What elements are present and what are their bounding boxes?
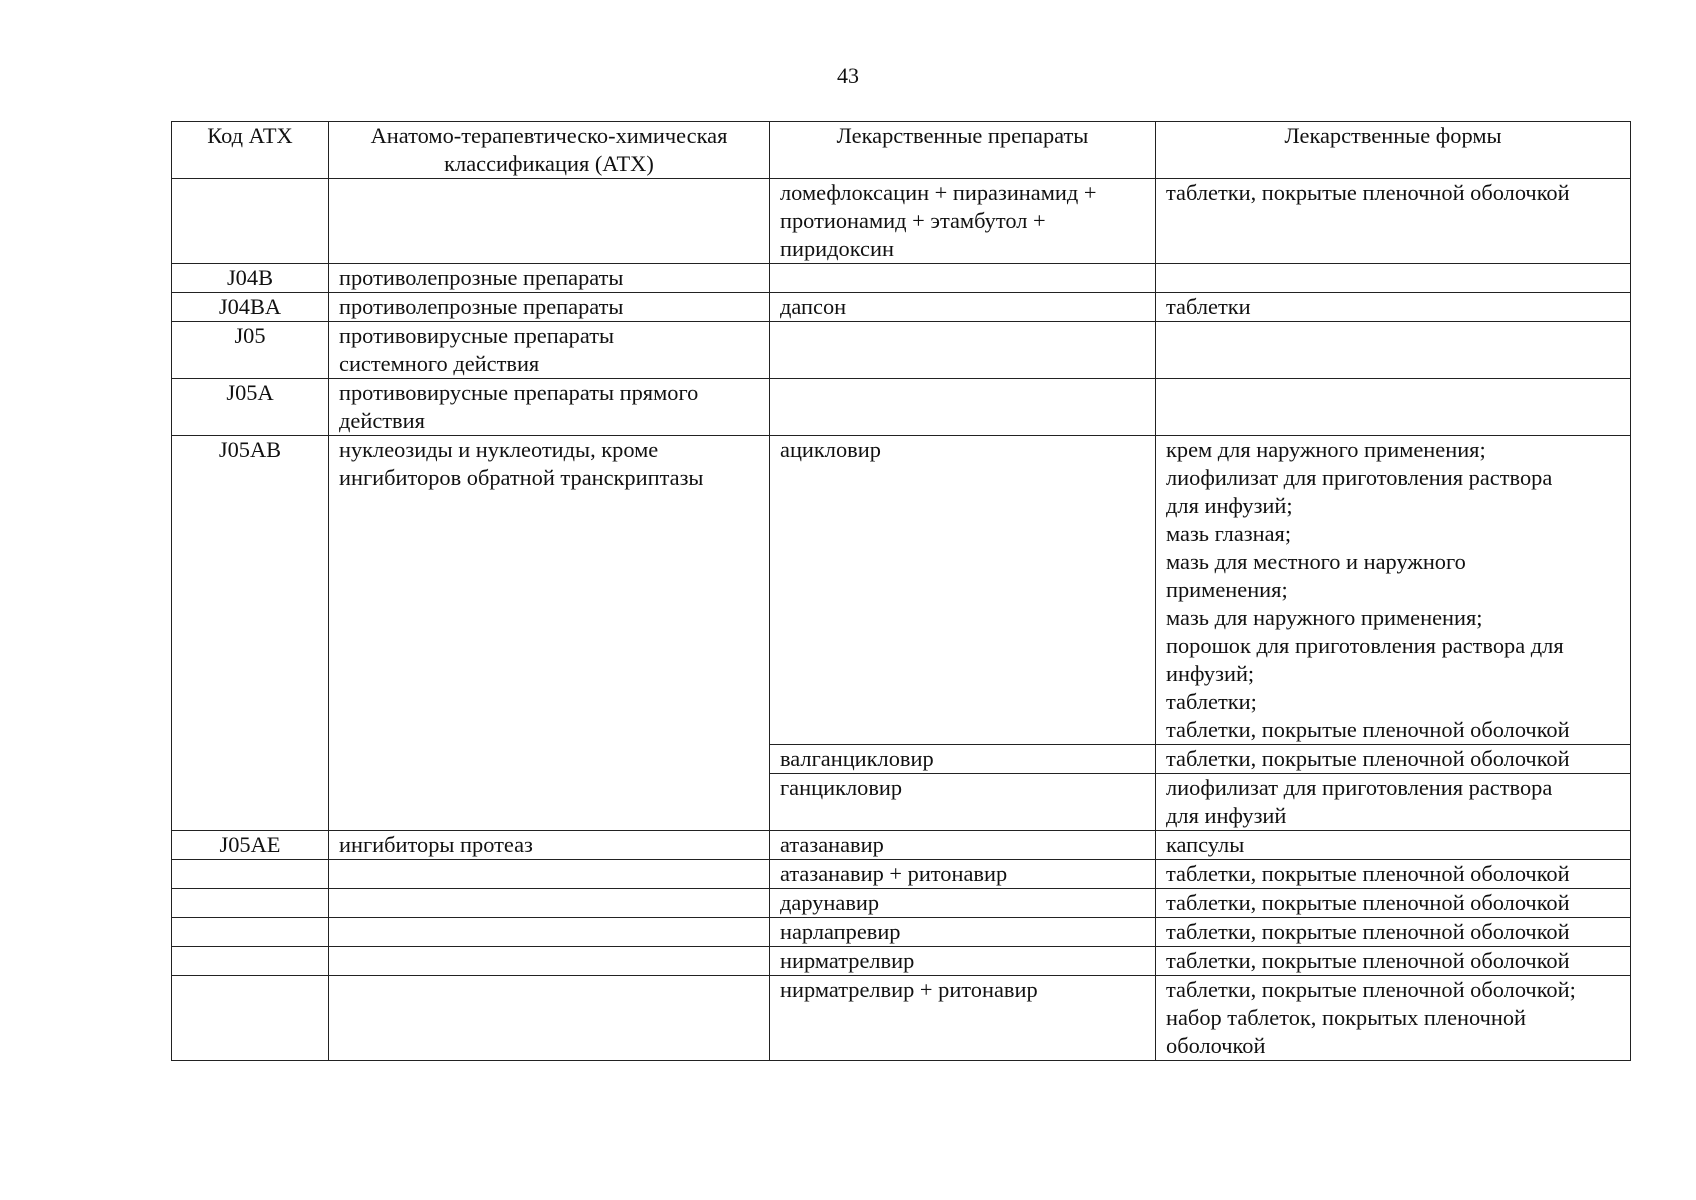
dosage-form-line: крем для наружного применения;: [1166, 437, 1486, 462]
medicinal-product-line: нирматрелвир + ритонавир: [780, 977, 1038, 1002]
page-number: 43: [837, 63, 859, 88]
empty-cell-spacer: [339, 918, 759, 946]
atx-classification-cell: [329, 918, 770, 947]
dosage-form-line: применения;: [1166, 577, 1288, 602]
dosage-form-line: таблетки: [1166, 294, 1251, 319]
dosage-form-line: набор таблеток, покрытых пленочной: [1166, 1005, 1527, 1030]
dosage-form-line: оболочкой: [1166, 1033, 1266, 1058]
dosage-form-line: капсулы: [1166, 832, 1245, 857]
classification-line: действия: [339, 408, 425, 433]
classification-line: ингибиторы протеаз: [339, 832, 533, 857]
medicinal-product-cell: [770, 264, 1156, 293]
empty-cell-spacer: [339, 889, 759, 917]
medicinal-product-line: атазанавир + ритонавир: [780, 861, 1008, 886]
table-body: [172, 179, 1631, 1061]
dosage-form-line: мазь для местного и наружного: [1166, 549, 1466, 574]
medicinal-product-cell: [770, 179, 1156, 264]
medicinal-product-line: валганцикловир: [780, 746, 934, 771]
empty-cell-spacer: [339, 976, 759, 1004]
table-row: [172, 264, 1631, 293]
empty-cell-spacer: [1166, 379, 1620, 407]
dosage-form-line: таблетки, покрытые пленочной оболочкой: [1166, 746, 1570, 771]
atx-classification-cell: [329, 264, 770, 293]
dosage-form-line: таблетки;: [1166, 689, 1257, 714]
classification-line: ингибиторов обратной транскриптазы: [339, 465, 704, 490]
atx-code-cell: [172, 889, 329, 918]
atx-code-cell: J05AB: [172, 436, 329, 831]
medicinal-product-line: дарунавир: [780, 890, 880, 915]
dosage-form-cell: [1156, 322, 1631, 379]
empty-cell-spacer: [339, 179, 759, 207]
medicinal-product-line: ацикловир: [780, 437, 881, 462]
table-row: [172, 947, 1631, 976]
atx-classification-cell: [329, 889, 770, 918]
dosage-form-line: таблетки, покрытые пленочной оболочкой: [1166, 861, 1570, 886]
medicinal-product-cell: [770, 293, 1156, 322]
dosage-form-line: для инфузий;: [1166, 493, 1293, 518]
header-medicinal-products: Лекарственные препараты: [770, 122, 1156, 179]
atx-code-cell: J05AE: [172, 831, 329, 860]
atx-code-cell: [172, 947, 329, 976]
atx-classification-cell: [329, 831, 770, 860]
atx-classification-cell: [329, 179, 770, 264]
medicinal-product-cell: [770, 745, 1156, 774]
header-row: [172, 122, 1631, 179]
atx-classification-cell: [329, 322, 770, 379]
dosage-form-line: таблетки, покрытые пленочной оболочкой: [1166, 717, 1570, 742]
medicinal-product-cell: [770, 322, 1156, 379]
classification-line: противолепрозные препараты: [339, 294, 624, 319]
dosage-form-line: мазь глазная;: [1166, 521, 1292, 546]
empty-cell-spacer: [780, 264, 1145, 292]
header-dosage-forms: Лекарственные формы: [1156, 122, 1631, 179]
atx-classification-cell: [329, 976, 770, 1061]
medicinal-product-line: дапсон: [780, 294, 847, 319]
table-header: [172, 122, 1631, 179]
dosage-form-cell: [1156, 889, 1631, 918]
table-row: [172, 918, 1631, 947]
medicinal-product-line: нирматрелвир: [780, 948, 915, 973]
table-row: [172, 889, 1631, 918]
header-atx-classification: Анатомо-терапевтическо-химическая классификация (АТХ): [329, 122, 770, 179]
medicinal-product-line: атазанавир: [780, 832, 884, 857]
atx-classification-cell: [329, 379, 770, 436]
atx-code-cell: [172, 860, 329, 889]
dosage-form-cell: [1156, 264, 1631, 293]
classification-line: системного действия: [339, 351, 540, 376]
dosage-form-line: порошок для приготовления раствора для: [1166, 633, 1564, 658]
medicinal-product-cell: [770, 889, 1156, 918]
empty-cell-spacer: [339, 860, 759, 888]
medicinal-product-line: ганцикловир: [780, 775, 903, 800]
table-row: [172, 976, 1631, 1061]
atx-code-cell: [172, 976, 329, 1061]
dosage-form-cell: [1156, 293, 1631, 322]
table-row: [172, 436, 1631, 745]
table-row: [172, 322, 1631, 379]
atx-code-cell: J04B: [172, 264, 329, 293]
medicinal-product-cell: [770, 860, 1156, 889]
dosage-form-line: лиофилизат для приготовления раствора: [1166, 775, 1553, 800]
atx-code-cell: [172, 918, 329, 947]
dosage-form-cell: [1156, 947, 1631, 976]
empty-cell-spacer: [780, 379, 1145, 407]
atx-code-cell: J05: [172, 322, 329, 379]
dosage-form-cell: [1156, 379, 1631, 436]
empty-cell-spacer: [780, 322, 1145, 350]
medicinal-product-cell: [770, 436, 1156, 745]
medicinal-product-line: нарлапревир: [780, 919, 901, 944]
table-row: [172, 860, 1631, 889]
medicinal-product-cell: [770, 976, 1156, 1061]
dosage-form-line: мазь для наружного применения;: [1166, 605, 1483, 630]
medicinal-product-cell: [770, 379, 1156, 436]
empty-cell-spacer: [339, 947, 759, 975]
atx-table: [171, 121, 1631, 1061]
table-row: [172, 379, 1631, 436]
empty-cell-spacer: [1166, 264, 1620, 292]
dosage-form-line: таблетки, покрытые пленочной оболочкой: [1166, 890, 1570, 915]
medicinal-product-cell: [770, 774, 1156, 831]
header-atx-code: Код АТХ: [172, 122, 329, 179]
dosage-form-cell: [1156, 976, 1631, 1061]
atx-classification-cell: [329, 860, 770, 889]
dosage-form-line: для инфузий: [1166, 803, 1287, 828]
dosage-form-cell: [1156, 831, 1631, 860]
classification-line: противовирусные препараты: [339, 323, 615, 348]
classification-line: противолепрозные препараты: [339, 265, 624, 290]
classification-line: нуклеозиды и нуклеотиды, кроме: [339, 437, 659, 462]
table-row: [172, 831, 1631, 860]
medicinal-product-line: протионамид + этамбутол +: [780, 208, 1046, 233]
medicinal-product-line: ломефлоксацин + пиразинамид +: [780, 180, 1097, 205]
dosage-form-line: таблетки, покрытые пленочной оболочкой: [1166, 948, 1570, 973]
atx-code-cell: J05A: [172, 379, 329, 436]
table-row: [172, 293, 1631, 322]
empty-cell-spacer: [1166, 322, 1620, 350]
dosage-form-cell: [1156, 774, 1631, 831]
table-row: [172, 179, 1631, 264]
medicinal-product-cell: [770, 947, 1156, 976]
dosage-form-cell: [1156, 860, 1631, 889]
dosage-form-line: таблетки, покрытые пленочной оболочкой: [1166, 180, 1570, 205]
atx-classification-cell: [329, 436, 770, 831]
dosage-form-line: лиофилизат для приготовления раствора: [1166, 465, 1553, 490]
atx-code-cell: [172, 179, 329, 264]
dosage-form-cell: [1156, 918, 1631, 947]
dosage-form-line: таблетки, покрытые пленочной оболочкой: [1166, 919, 1570, 944]
atx-code-cell: J04BA: [172, 293, 329, 322]
medicinal-product-cell: [770, 918, 1156, 947]
dosage-form-cell: [1156, 436, 1631, 745]
classification-line: противовирусные препараты прямого: [339, 380, 699, 405]
atx-classification-cell: [329, 293, 770, 322]
dosage-form-line: таблетки, покрытые пленочной оболочкой;: [1166, 977, 1576, 1002]
medicinal-product-cell: [770, 831, 1156, 860]
atx-classification-cell: [329, 947, 770, 976]
medicinal-product-line: пиридоксин: [780, 236, 894, 261]
dosage-form-cell: [1156, 745, 1631, 774]
dosage-form-cell: [1156, 179, 1631, 264]
dosage-form-line: инфузий;: [1166, 661, 1255, 686]
